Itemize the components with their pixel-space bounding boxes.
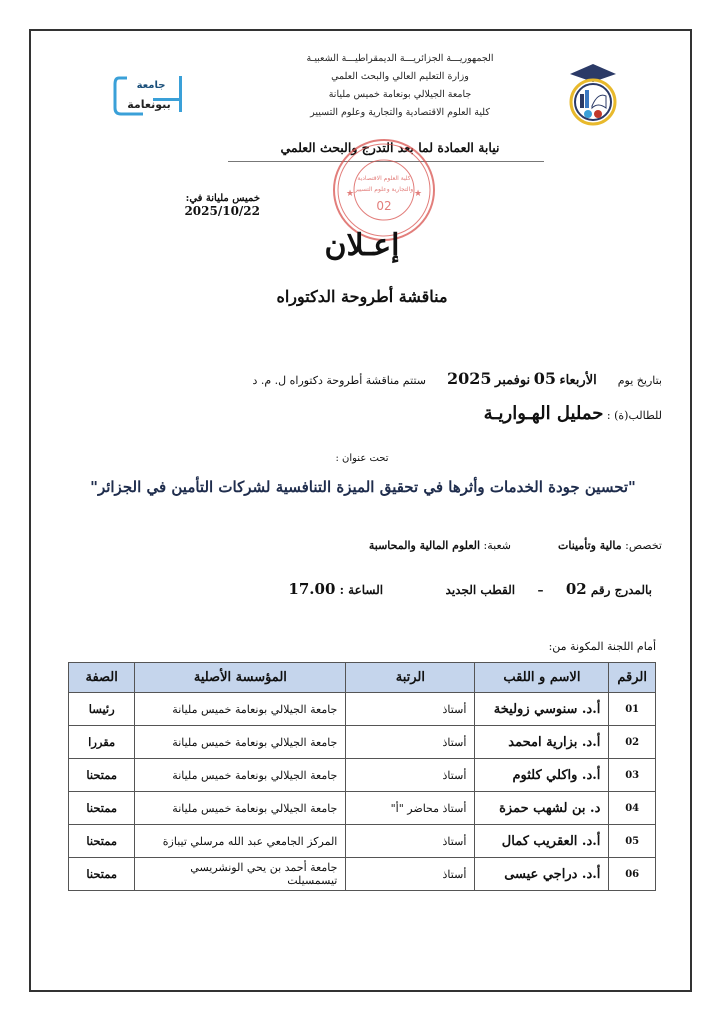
venue-dash: – xyxy=(537,583,544,597)
member-name: أ.د. العقريب كمال xyxy=(475,825,609,858)
member-role: ممتحنا xyxy=(69,825,135,858)
table-header-row xyxy=(69,663,656,693)
date-label: خميس مليانة في: xyxy=(185,193,260,204)
svg-text:ببونعامة: ببونعامة xyxy=(127,98,171,111)
institution-header xyxy=(240,50,560,122)
member-rank: أستاذ xyxy=(346,858,475,891)
member-name: أ.د. سنوسي زوليخة xyxy=(475,693,609,726)
branch-label: شعبة: xyxy=(483,539,511,552)
specialty-label: تخصص: xyxy=(625,539,662,552)
committee-label: أمام اللجنة المكونة من: xyxy=(548,640,656,653)
row-number: 02 xyxy=(609,726,656,759)
member-rank: أستاذ xyxy=(346,693,475,726)
stamp-number: 02 xyxy=(376,199,392,213)
header-name: الاسم و اللقب xyxy=(475,663,609,693)
student-name: حمليل الهـواريـة xyxy=(483,403,604,424)
row-number: 05 xyxy=(609,825,656,858)
row-number: 06 xyxy=(609,858,656,891)
page-title: إعـلان xyxy=(324,228,400,263)
table-row xyxy=(69,759,656,792)
time-value: 17.00 xyxy=(288,580,336,598)
member-name: أ.د. بزارية امحمد xyxy=(475,726,609,759)
member-name: أ.د. واكلي كلثوم xyxy=(475,759,609,792)
specialty-line xyxy=(62,539,662,552)
date-line xyxy=(120,190,260,218)
member-institution: جامعة الجيلالي بونعامة خميس مليانة xyxy=(135,726,346,759)
faculty-logo xyxy=(566,62,620,130)
member-name: د. بن لشهب حمزة xyxy=(475,792,609,825)
member-role: ممتحنا xyxy=(69,759,135,792)
member-rank: أستاذ xyxy=(346,759,475,792)
member-role: رئيسا xyxy=(69,693,135,726)
defense-day: الأربعاء xyxy=(559,373,597,388)
member-rank: أستاذ xyxy=(346,726,475,759)
svg-text:★: ★ xyxy=(414,189,423,199)
defense-month: نوفمبر xyxy=(495,373,531,388)
table-row xyxy=(69,858,656,891)
venue-line xyxy=(52,580,652,598)
announcement-prefix: بتاريخ يوم xyxy=(617,374,662,387)
header-institution: المؤسسة الأصلية xyxy=(135,663,346,693)
member-role: ممتحنا xyxy=(69,792,135,825)
page-subtitle: مناقشة أطروحة الدكتوراه xyxy=(276,287,448,306)
hall-number: 02 xyxy=(565,580,587,598)
hall-label: بالمدرج رقم xyxy=(590,583,652,597)
row-number: 04 xyxy=(609,792,656,825)
header-number: الرقم xyxy=(609,663,656,693)
header-line-ministry: وزارة التعليم العالي والبحث العلمي xyxy=(331,71,469,82)
svg-text:جامعة: جامعة xyxy=(136,80,166,91)
svg-text:والتجارية وعلوم التسيير: والتجارية وعلوم التسيير xyxy=(354,186,414,193)
header-rank: الرتبة xyxy=(346,663,475,693)
row-number: 01 xyxy=(609,693,656,726)
member-role: ممتحنا xyxy=(69,858,135,891)
branch-value: العلوم المالية والمحاسبة xyxy=(368,539,481,552)
announcement-line xyxy=(62,369,662,388)
table-row xyxy=(69,726,656,759)
member-rank: أستاذ محاضر "أ" xyxy=(346,792,475,825)
defense-day-number: 05 xyxy=(533,369,556,388)
defense-year: 2025 xyxy=(446,369,492,388)
member-institution: جامعة الجيلالي بونعامة خميس مليانة xyxy=(135,792,346,825)
thesis-title: "تحسين جودة الخدمات وأثرها في تحقيق الميزة التنافسية لشركات التأمين في الجزائر" xyxy=(90,478,636,496)
student-line xyxy=(262,403,662,424)
thesis-label: تحت عنوان : xyxy=(335,453,389,464)
header-line-faculty: كلية العلوم الاقتصادية والتجارية وعلوم التسيير xyxy=(310,107,490,118)
row-number: 03 xyxy=(609,759,656,792)
jury-table xyxy=(68,662,656,891)
svg-text:كلية العلوم الاقتصادية: كلية العلوم الاقتصادية xyxy=(357,175,411,182)
member-rank: أستاذ xyxy=(346,825,475,858)
member-institution: جامعة أحمد بن يحي الونشريسي تيسمسيلت xyxy=(135,858,346,891)
venue-location: القطب الجديد xyxy=(445,583,516,597)
deanship-title: نيابة العمادة لما بعد التدرج والبحث العلمي xyxy=(280,140,500,155)
header-line-republic: الجمهوريـــة الجزائريـــة الديمقراطيـــة الشعبيـة xyxy=(306,53,494,64)
table-row xyxy=(69,792,656,825)
member-role: مقررا xyxy=(69,726,135,759)
table-row xyxy=(69,825,656,858)
header-role: الصفة xyxy=(69,663,135,693)
announcement-suffix: ستتم مناقشة أطروحة دكتوراه ل. م. د xyxy=(252,374,426,387)
date-value: 2025/10/22 xyxy=(184,204,260,218)
svg-text:★: ★ xyxy=(346,189,355,199)
member-institution: المركز الجامعي عبد الله مرسلي تيبازة xyxy=(135,825,346,858)
specialty-value: مالية وتأمينات xyxy=(558,539,622,552)
member-institution: جامعة الجيلالي بونعامة خميس مليانة xyxy=(135,693,346,726)
member-name: أ.د. دراجي عيسى xyxy=(475,858,609,891)
student-label: للطالب(ة) : xyxy=(606,409,662,422)
table-row xyxy=(69,693,656,726)
university-logo xyxy=(113,68,185,120)
member-institution: جامعة الجيلالي بونعامة خميس مليانة xyxy=(135,759,346,792)
time-label: الساعة : xyxy=(339,583,384,597)
header-line-university: جامعة الجيلالي بونعامة خميس مليانة xyxy=(328,89,472,100)
